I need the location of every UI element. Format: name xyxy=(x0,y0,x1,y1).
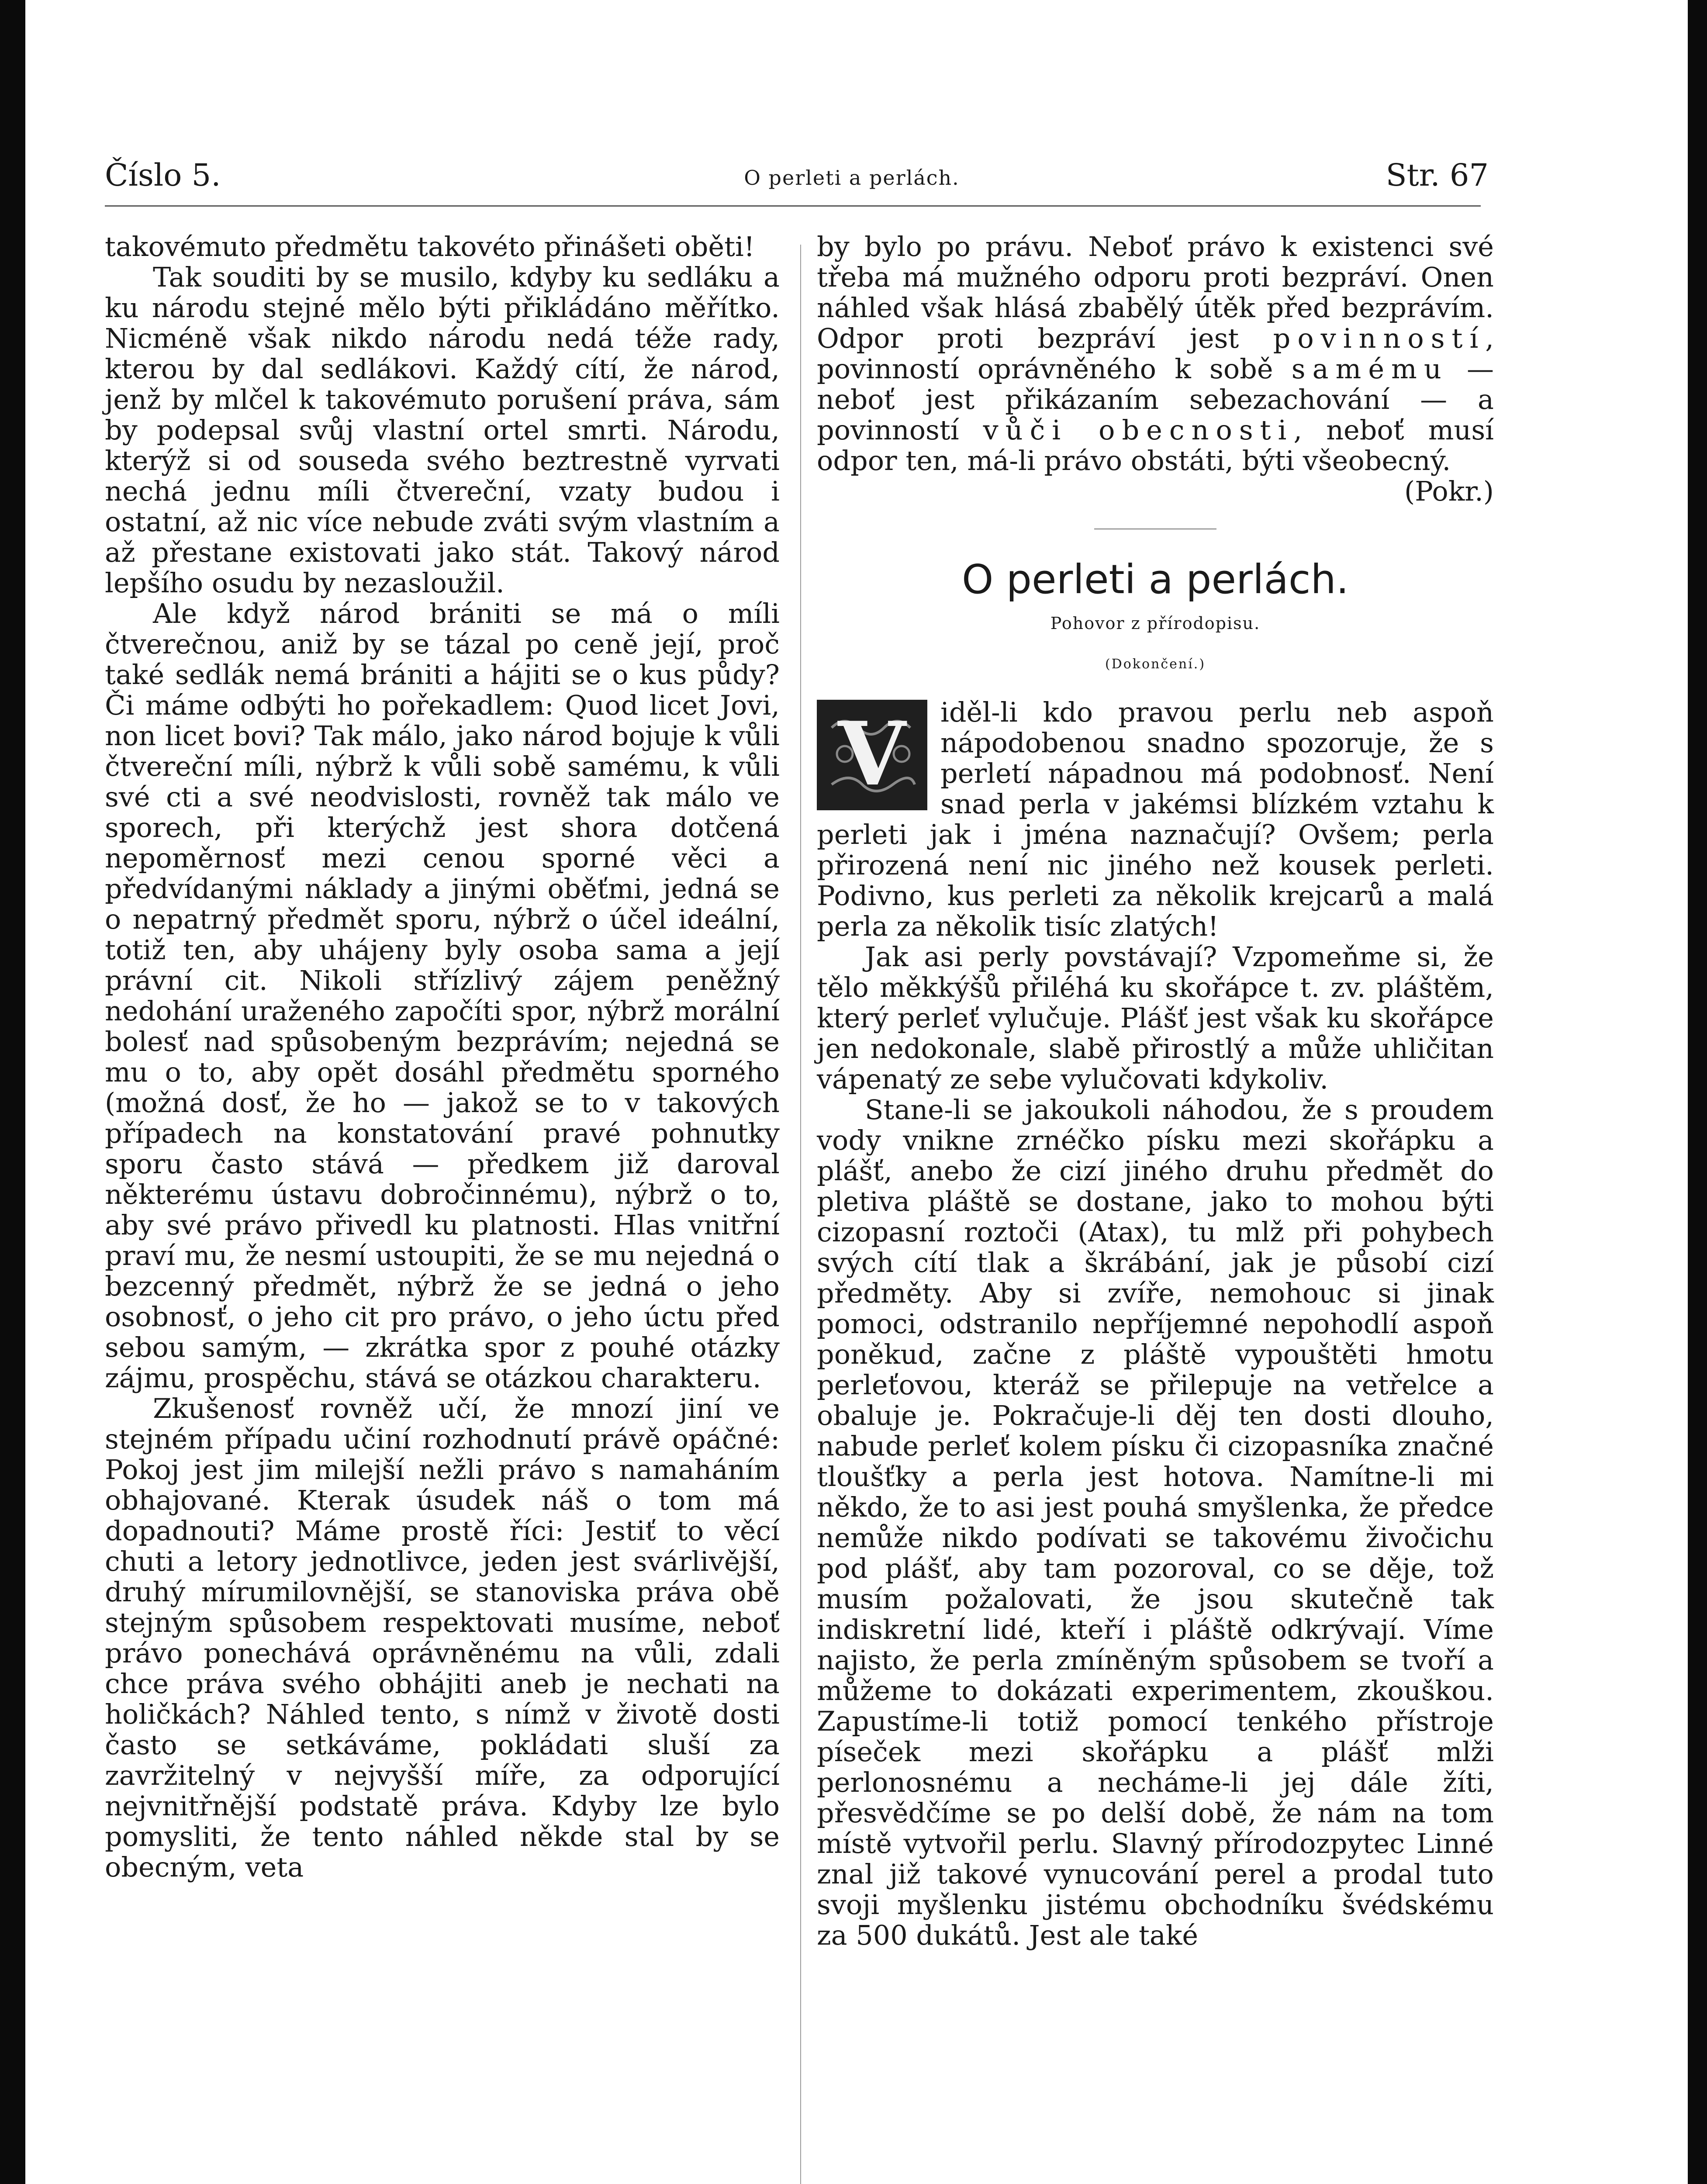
left-column xyxy=(105,232,780,1883)
article-text: iděl-li kdo pravou perlu neb aspoň nápodobenou snadno spozoruje, že s perletí nápadnou má podobnosť. Není snad perla v jakémsi blízkém vztahu k perleti jak i jména naznačují? Ovšem; perla přirozená není nic jiného než kousek perleti. Podivno, kus perleti za několik krejcarů a malá perla za několik tisíc zlatých! xyxy=(817,696,1494,942)
right-column xyxy=(817,232,1494,1951)
initial-letter: V xyxy=(838,703,906,805)
decorated-initial-v-icon xyxy=(817,700,927,810)
scan-border-right xyxy=(1688,0,1707,2184)
article-note: (Dokončení.) xyxy=(1105,657,1206,672)
issue-number: Číslo 5. xyxy=(105,157,221,193)
page-reference: Str. 67 xyxy=(1386,157,1489,193)
emphasis-spaced: povinností xyxy=(1273,322,1486,354)
ornament-icon xyxy=(819,702,926,809)
article-paragraph: Stane-li se jakoukoli náhodou, že s proudem vody vnikne zrnéčko písku mezi skořápku a plášť, anebo že cizí jiného druhu předmět do pletiva pláště se dostane, jako to mohou býti cizopasní roztoči (Atax), tu mlž při pohybech svých cítí tlak a škrábání, jak je působí cizí předměty. Aby si zvíře, nemohouc si jinak pomoci, odstranilo nepříjemné nepohodlí aspoň poněkud, začne z pláště vypouštěti hmotu perleťovou, kteráž se přilepuje na vetřelce a obaluje je. Pokračuje-li děj ten dosti dlouho, nabude perleť kolem písku či cizopasníka značné tloušťky a perla jest hotova. Namítne-li mi někdo, že to asi jest pouhá smyšlenka, že předce nemůže nikdo podívati se takovému živočichu pod plášť, aby tam pozoroval, co se děje, tož musím požalovati, že jsou skutečně tak indiskretní lidé, kteří i pláště odkrývají. Víme najisto, že perla zmíněným spůsobem se tvoří a můžeme to dokázati experimentem, zkouškou. Zapustíme-li totiž pomocí tenkého přístroje píseček mezi skořápku a plášť mlži perlonosnému a necháme-li jej dále žíti, přesvědčíme se po delší době, že nám na tom místě vytvořil perlu. Slavný přírodozpytec Linné znal již takové vynucování perel a prodal tuto svoji myšlenku jistému obchodníku švédskému za 500 dukátů. Jest ale také xyxy=(817,1094,1494,1951)
scan-border-left xyxy=(0,0,25,2184)
left-paragraph: takovémuto předmětu takovéto přinášeti oběti! xyxy=(105,231,755,263)
emphasis-spaced: samému xyxy=(1291,353,1448,385)
emphasis-spaced: vůči obecnosti xyxy=(983,414,1294,446)
left-paragraph: Tak souditi by se musilo, kdyby ku sedláku a ku národu stejné mělo býti přikládáno měřítko. Nicméně však nikdo národu nedá téže rady, kterou by dal sedlákovi. Každý cítí, že národ, jenž by mlčel k takovémuto porušení práva, sám by podepsal svůj vlastní ortel smrti. Národu, kterýž si od souseda svého beztrestně vyrvati nechá jednu míli čtvereční, vzaty budou i ostatní, až nic více nebude zváti svým vlastním a až přestane existovati jako stát. Takový národ lepšího osudu by nezasloužil. xyxy=(105,261,780,599)
running-header xyxy=(0,157,1707,205)
continued-text: , neboť musí odpor ten, má-li právo obstáti, býti všeobecný. xyxy=(817,414,1494,477)
column-divider xyxy=(800,245,801,2184)
left-paragraph: Ale když národ brániti se má o míli čtverečnou, aniž by se tázal po ceně její, proč také sedlák nemá brániti a hájiti se o kus půdy? Či máme odbýti ho pořekadlem: Quod licet Jovi, non licet bovi? Tak málo, jako národ bojuje k vůli čtvereční míli, nýbrž k vůli sobě samému, k vůli své cti a své neodvislosti, rovněž tak málo ve sporech, při kterýchž jest shora dotčená nepoměrnosť mezi cenou sporné věci a předvídanými náklady a jinými oběťmi, jedná se o nepatrný předmět sporu, nýbrž o účel ideální, totiž ten, aby uhájeny byly osoba sama a její právní cit. Nikoli střízlivý zájem peněžný nedohání uraženého započíti spor, nýbrž morální bolesť nad spůsobeným bezprávím; nejedná se mu o to, aby opět dosáhl předmětu sporného (možná dosť, že ho — jakož se to v takových případech na konstatování pravé pohnutky sporu často stává — předkem již daroval některému ústavu dobročinnému), nýbrž o to, aby své právo přivedl ku platnosti. Hlas vnitřní praví mu, že nesmí ustoupiti, že se mu nejedná o bezcenný předmět, nýbrž že se jedná o jeho osobnosť, o jeho cit pro právo, o jeho úctu před sebou samým, — zkrátka spor z pouhé otázky zájmu, prospěchu, stává se otázkou charakteru. xyxy=(105,598,780,1394)
continued-paragraph xyxy=(817,231,1494,507)
article-paragraph xyxy=(817,697,1494,942)
continued-text: , povinností oprávněného k sobě xyxy=(817,322,1494,385)
running-title: O perleti a perlách. xyxy=(744,166,960,190)
continued-text: — neboť jest přikázaním sebezachování — a povinností xyxy=(817,353,1494,446)
article-title: O perleti a perlách. xyxy=(961,556,1349,603)
header-rule xyxy=(105,205,1481,207)
article-subtitle: Pohovor z přírodopisu. xyxy=(1050,614,1261,633)
article-paragraph: Jak asi perly povstávají? Vzpomeňme si, že tělo měkkýšů přiléhá ku skořápce t. zv. pláštěm, který perleť vylučuje. Plášť jest však ku skořápce jen nedokonale, slabě přirostlý a může uhličitan vápenatý ze sebe vylučovati kdykoliv. xyxy=(817,941,1494,1095)
to-be-continued-note: (Pokr.) xyxy=(1404,475,1494,507)
left-paragraph: Zkušenosť rovněž učí, že mnozí jiní ve stejném případu učiní rozhodnutí právě opáčné: Pokoj jest jim milejší nežli právo s namaháním obhajované. Kterak úsudek náš o tom má dopadnouti? Máme prostě říci: Jestiť to věcí chuti a letory jednotlivce, jeden jest svárlivější, druhý mírumilovnější, se stanoviska práva obě stejným spůsobem respektovati musíme, neboť právo ponechává oprávněnému na vůli, zdali chce práva svého obhájiti aneb je nechati na holičkách? Náhled tento, s nímž v životě dosti často se setkáváme, pokládati sluší za zavržitelný v nejvyšší míře, za odporující nejvnitřnější podstatě práva. Kdyby lze bylo pomysliti, že tento náhled někde stal by se obecným, veta xyxy=(105,1393,780,1883)
continued-text: by bylo po právu. Neboť právo k existenci své třeba má mužného odporu proti bezpráví. Onen náhled však hlásá zbabělý útěk před bezprávím. Odpor proti bezpráví jest xyxy=(817,231,1494,354)
